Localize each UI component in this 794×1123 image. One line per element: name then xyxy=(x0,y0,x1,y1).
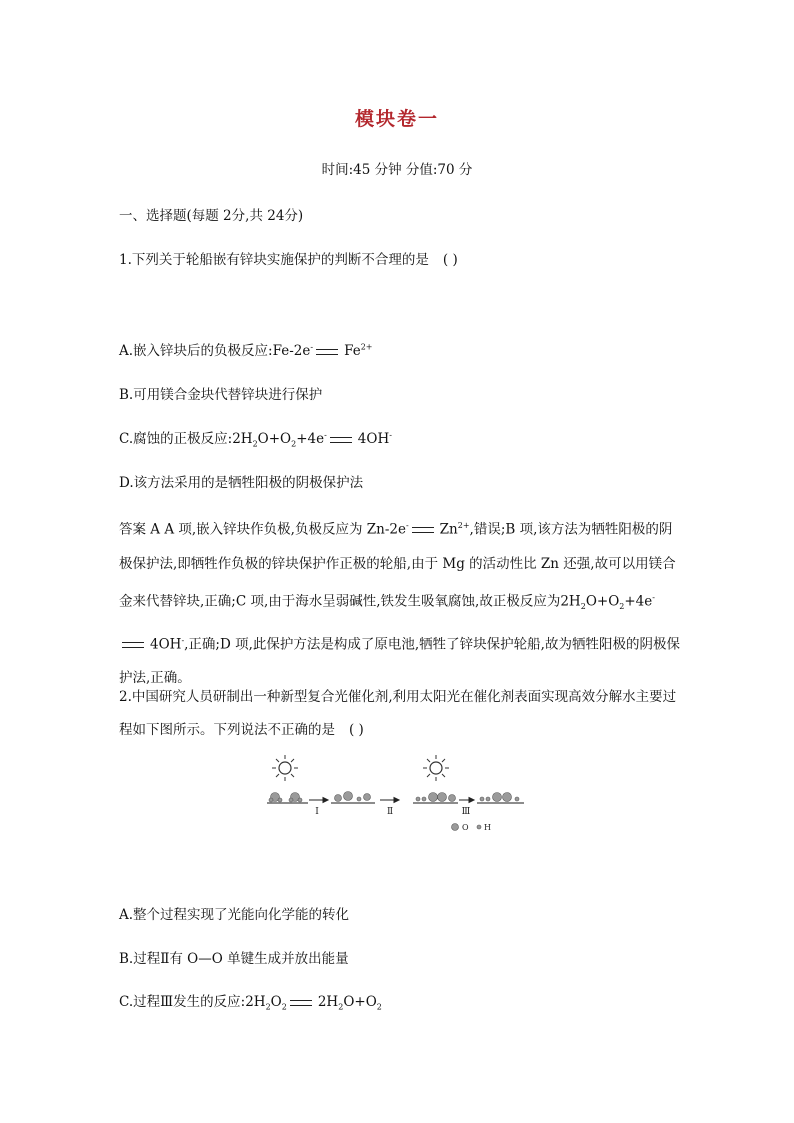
step-label-2: Ⅱ xyxy=(386,807,394,817)
section-heading: 一、选择题(每题 2分,共 24分) xyxy=(119,208,304,224)
sun-icon xyxy=(423,755,449,781)
question-1-option-c: C.腐蚀的正极反应$:2H_2O+O_2+4e^-$ 4OH- xyxy=(119,430,392,449)
question-1-option-a: A.嵌入锌块后的负极反应:Fe-2e- $Fe^{2+}$ xyxy=(119,342,373,359)
question-1-option-b: B.可用镁合金块代替锌块进行保护 xyxy=(119,387,323,403)
equals-sign-icon xyxy=(316,349,338,355)
question-2-option-a: A.整个过程实现了光能向化学能的转化 xyxy=(119,907,350,923)
equals-sign-icon xyxy=(290,1000,312,1006)
step-label-1: Ⅰ xyxy=(315,807,319,817)
question-1-option-d: D.该方法采用的是牺牲阳极的阴极保护法 xyxy=(119,475,364,491)
water-splitting-diagram xyxy=(262,748,532,833)
answer-1: 答案 A A 项,嵌入锌块作负极,负极反应为 Zn-2e- $Zn^{2+}$,错误;B 项,该方法为牺牲阳极的阴极保护法,即牺牲作负极的锌块保护作正极的轮船,由于 Mg 的活动性比 Zn 还强,故可以用镁合金来代替锌块,正确;C 项,由于海水呈弱碱性,铁发生吸氧腐蚀,故正极反应为$2H_2O+O_2+4e^-4OH^-$,正确;D 项,此保护方法是构成了原电池,牺牲了锌块保护轮船,故为牺牲阳极的阴极保护法,正确。 xyxy=(119,521,680,687)
oxygen-atom-icon xyxy=(452,824,459,831)
question-2-stem: 2.中国研究人员研制出一种新型复合光催化剂,利用太阳光在催化剂表面实现高效分解水主要过程如下图所示。下列说法不正确的是 ( ) xyxy=(119,689,677,738)
page-title: 模块卷一 xyxy=(354,108,439,130)
question-2-option-b: B.过程Ⅱ有 O—O 单键生成并放出能量 xyxy=(119,951,349,967)
legend-o: O xyxy=(462,823,469,832)
question-2-option-c: C.过程Ⅲ发生的反应$:2H_2O_2$ $2H_2O+O_2$ xyxy=(119,994,382,1012)
question-1-stem: 1.下列关于轮船嵌有锌块实施保护的判断不合理的是 ( ) xyxy=(119,252,458,268)
equals-sign-icon xyxy=(122,642,144,648)
step-label-3: Ⅲ xyxy=(461,807,471,817)
exam-meta: 时间:45 分钟 分值:70 分 xyxy=(321,162,473,178)
legend-h: H xyxy=(484,823,491,832)
equals-sign-icon xyxy=(330,437,352,443)
hydrogen-atom-icon xyxy=(477,825,481,829)
sun-icon xyxy=(272,755,298,781)
equals-sign-icon xyxy=(412,527,434,533)
